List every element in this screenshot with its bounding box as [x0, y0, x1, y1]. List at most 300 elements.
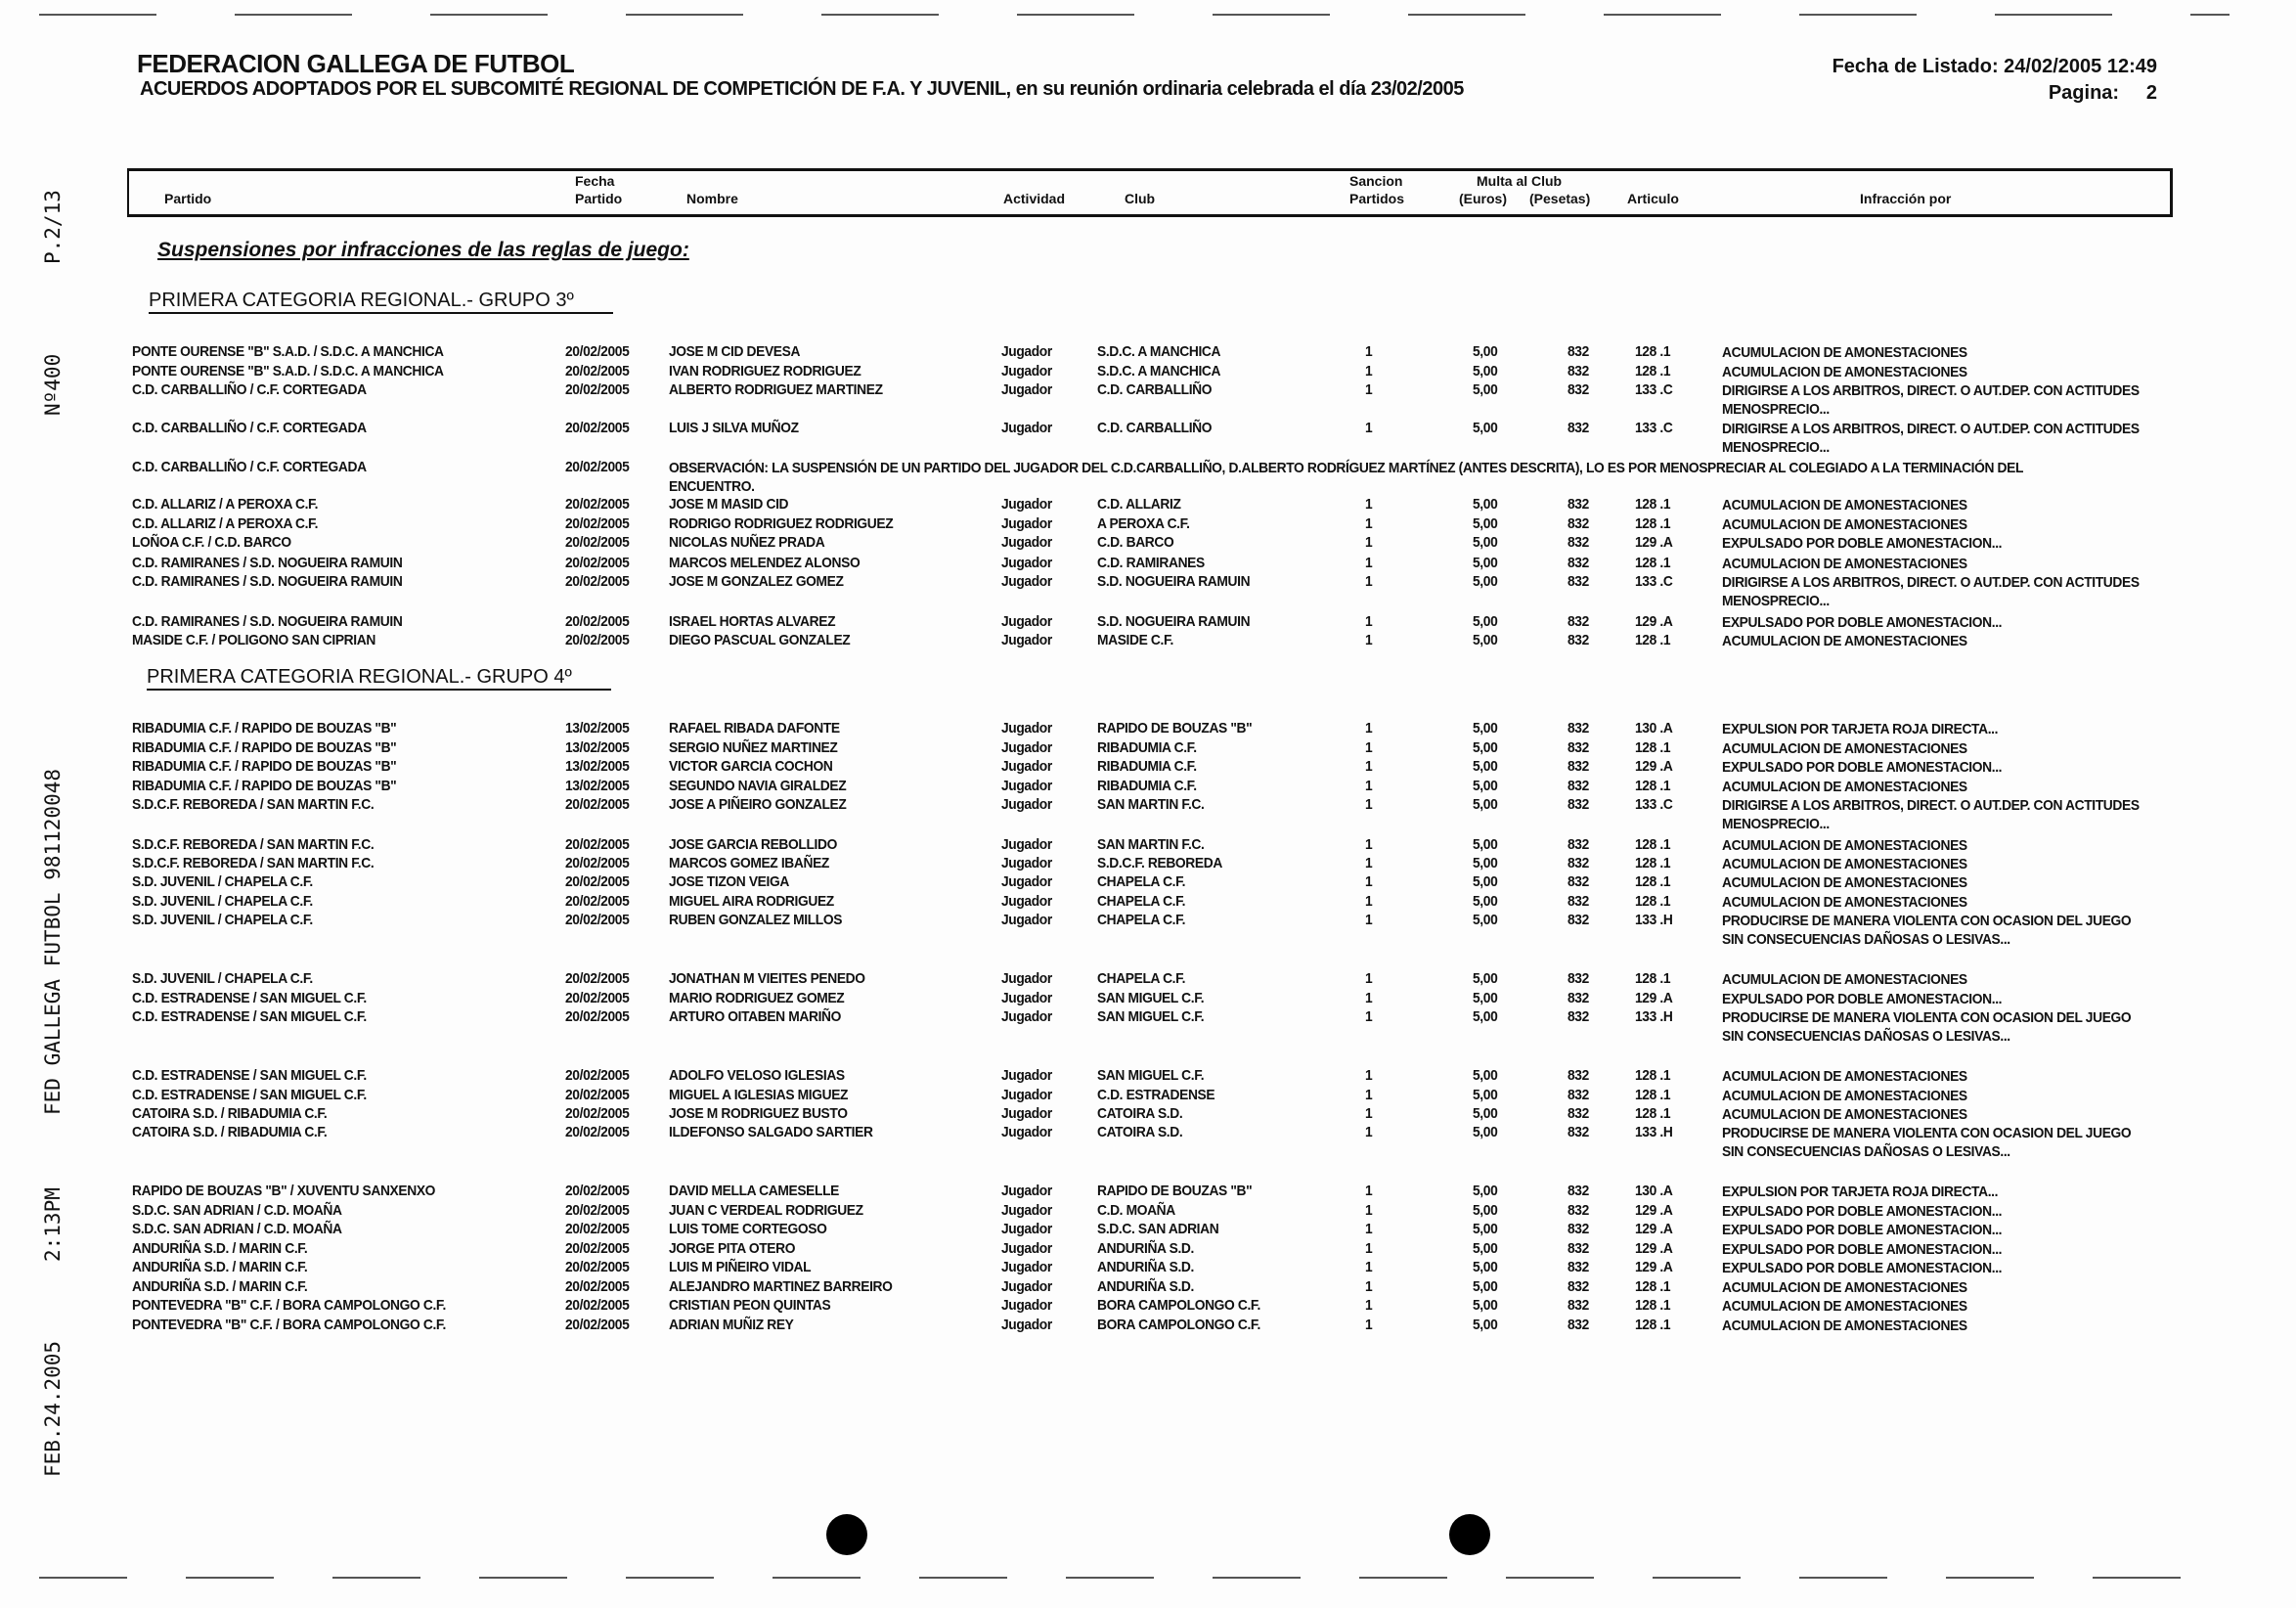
cell-infraccion: ACUMULACION DE AMONESTACIONES: [1722, 971, 1967, 988]
cell-multa-pesetas: 832: [1567, 573, 1589, 590]
cell-partido: ANDURIÑA S.D. / MARIN C.F.: [132, 1240, 308, 1257]
cell-infraccion: EXPULSADO POR DOBLE AMONESTACION...: [1722, 614, 2003, 631]
cell-multa-pesetas: 832: [1567, 1202, 1589, 1219]
cell-partido: CATOIRA S.D. / RIBADUMIA C.F.: [132, 1105, 328, 1122]
cell-infraccion: EXPULSADO POR DOBLE AMONESTACION...: [1722, 1260, 2003, 1276]
cell-articulo: 133 .C: [1635, 796, 1673, 813]
cell-club: SAN MARTIN F.C.: [1097, 796, 1205, 813]
cell-articulo: 128 .1: [1635, 343, 1671, 360]
cell-actividad: Jugador: [1001, 836, 1052, 853]
cell-multa-pesetas: 832: [1567, 363, 1589, 380]
cell-actividad: Jugador: [1001, 363, 1052, 380]
cell-articulo: 133 .H: [1635, 912, 1673, 928]
cell-nombre: MARCOS MELENDEZ ALONSO: [669, 555, 861, 571]
cell-club: C.D. BARCO: [1097, 534, 1174, 551]
cell-fecha: 20/02/2005: [565, 515, 630, 532]
cell-nombre: ADRIAN MUÑIZ REY: [669, 1317, 794, 1333]
cell-nombre: ILDEFONSO SALGADO SARTIER: [669, 1124, 873, 1140]
cell-partido: S.D.C. SAN ADRIAN / C.D. MOAÑA: [132, 1221, 342, 1237]
cell-nombre: DAVID MELLA CAMESELLE: [669, 1183, 839, 1199]
cell-sancion: 1: [1365, 855, 1373, 871]
cell-partido: RIBADUMIA C.F. / RAPIDO DE BOUZAS "B": [132, 758, 397, 775]
cell-club: C.D. CARBALLIÑO: [1097, 420, 1213, 436]
cell-articulo: 128 .1: [1635, 1067, 1671, 1084]
cell-sancion: 1: [1365, 1240, 1373, 1257]
cell-club: C.D. CARBALLIÑO: [1097, 381, 1213, 398]
cell-nombre: JOSE A PIÑEIRO GONZALEZ: [669, 796, 847, 813]
cell-fecha: 20/02/2005: [565, 613, 630, 630]
cell-club: MASIDE C.F.: [1097, 632, 1173, 648]
cell-fecha: 20/02/2005: [565, 1317, 630, 1333]
page-number: Pagina: 2: [2048, 82, 2157, 104]
cell-articulo: 128 .1: [1635, 1087, 1671, 1103]
cell-sancion: 1: [1365, 363, 1373, 380]
cell-club: RIBADUMIA C.F.: [1097, 739, 1197, 756]
cell-articulo: 128 .1: [1635, 632, 1671, 648]
cell-articulo: 129 .A: [1635, 613, 1673, 630]
punch-hole: [1449, 1514, 1490, 1555]
cell-multa-euros: 5,00: [1473, 1183, 1498, 1199]
cell-sancion: 1: [1365, 573, 1373, 590]
cell-fecha: 20/02/2005: [565, 420, 630, 436]
cell-sancion: 1: [1365, 836, 1373, 853]
group-heading-3: PRIMERA CATEGORIA REGIONAL.- GRUPO 3º: [149, 290, 613, 314]
cell-club: SAN MIGUEL C.F.: [1097, 990, 1205, 1006]
cell-sancion: 1: [1365, 912, 1373, 928]
cell-actividad: Jugador: [1001, 873, 1052, 890]
cell-partido: PONTE OURENSE "B" S.A.D. / S.D.C. A MANCHICA: [132, 363, 444, 380]
cell-articulo: 128 .1: [1635, 363, 1671, 380]
cell-fecha: 20/02/2005: [565, 1105, 630, 1122]
cell-actividad: Jugador: [1001, 343, 1052, 360]
cell-multa-euros: 5,00: [1473, 873, 1498, 890]
cell-articulo: 130 .A: [1635, 720, 1673, 737]
cell-nombre: VICTOR GARCIA COCHON: [669, 758, 833, 775]
cell-partido: PONTEVEDRA "B" C.F. / BORA CAMPOLONGO C.F.: [132, 1317, 446, 1333]
cell-multa-pesetas: 832: [1567, 1259, 1589, 1275]
cell-fecha: 20/02/2005: [565, 496, 630, 513]
cell-multa-pesetas: 832: [1567, 1240, 1589, 1257]
cell-infraccion: ACUMULACION DE AMONESTACIONES: [1722, 497, 1967, 514]
cell-club: CHAPELA C.F.: [1097, 873, 1186, 890]
cell-fecha: 20/02/2005: [565, 836, 630, 853]
cell-articulo: 128 .1: [1635, 1105, 1671, 1122]
cell-sancion: 1: [1365, 1317, 1373, 1333]
cell-multa-pesetas: 832: [1567, 420, 1589, 436]
cell-multa-pesetas: 832: [1567, 758, 1589, 775]
cell-actividad: Jugador: [1001, 1278, 1052, 1295]
cell-multa-euros: 5,00: [1473, 1221, 1498, 1237]
document-subtitle: ACUERDOS ADOPTADOS POR EL SUBCOMITÉ REGIONAL DE COMPETICIÓN DE F.A. Y JUVENIL, en su reunión ordinaria celebrada el día 23/02/2005: [140, 78, 1464, 100]
cell-partido: S.D.C.F. REBOREDA / SAN MARTIN F.C.: [132, 836, 375, 853]
cell-infraccion: EXPULSION POR TARJETA ROJA DIRECTA...: [1722, 721, 1999, 737]
cell-club: CHAPELA C.F.: [1097, 912, 1186, 928]
cell-infraccion: ACUMULACION DE AMONESTACIONES: [1722, 633, 1967, 649]
cell-actividad: Jugador: [1001, 1087, 1052, 1103]
cell-nombre: LUIS J SILVA MUÑOZ: [669, 420, 799, 436]
cell-multa-pesetas: 832: [1567, 836, 1589, 853]
cell-nombre: JOSE M GONZALEZ GOMEZ: [669, 573, 844, 590]
cell-sancion: 1: [1365, 613, 1373, 630]
cell-multa-euros: 5,00: [1473, 778, 1498, 794]
cell-articulo: 129 .A: [1635, 1202, 1673, 1219]
cell-multa-pesetas: 832: [1567, 855, 1589, 871]
cell-sancion: 1: [1365, 343, 1373, 360]
cell-sancion: 1: [1365, 1067, 1373, 1084]
cell-nombre: JOSE TIZON VEIGA: [669, 873, 789, 890]
listing-date: Fecha de Listado: 24/02/2005 12:49: [1832, 56, 2157, 77]
cell-multa-pesetas: 832: [1567, 1317, 1589, 1333]
cell-multa-euros: 5,00: [1473, 1278, 1498, 1295]
cell-multa-euros: 5,00: [1473, 613, 1498, 630]
cell-multa-pesetas: 832: [1567, 739, 1589, 756]
scan-border-top: [39, 14, 2230, 16]
cell-partido: MASIDE C.F. / POLIGONO SAN CIPRIAN: [132, 632, 375, 648]
cell-nombre: NICOLAS NUÑEZ PRADA: [669, 534, 825, 551]
cell-sancion: 1: [1365, 739, 1373, 756]
cell-sancion: 1: [1365, 796, 1373, 813]
cell-club: BORA CAMPOLONGO C.F.: [1097, 1297, 1260, 1314]
cell-multa-euros: 5,00: [1473, 720, 1498, 737]
cell-multa-pesetas: 832: [1567, 796, 1589, 813]
cell-sancion: 1: [1365, 1278, 1373, 1295]
cell-multa-euros: 5,00: [1473, 515, 1498, 532]
col-pesetas: (Pesetas): [1529, 191, 1591, 206]
cell-fecha: 20/02/2005: [565, 555, 630, 571]
cell-sancion: 1: [1365, 1202, 1373, 1219]
cell-articulo: 128 .1: [1635, 873, 1671, 890]
cell-multa-pesetas: 832: [1567, 613, 1589, 630]
cell-partido: C.D. CARBALLIÑO / C.F. CORTEGADA: [132, 381, 367, 398]
cell-club: RIBADUMIA C.F.: [1097, 778, 1197, 794]
cell-actividad: Jugador: [1001, 778, 1052, 794]
cell-nombre: SEGUNDO NAVIA GIRALDEZ: [669, 778, 847, 794]
cell-articulo: 128 .1: [1635, 496, 1671, 513]
cell-fecha: 20/02/2005: [565, 1202, 630, 1219]
cell-actividad: Jugador: [1001, 796, 1052, 813]
cell-fecha: 20/02/2005: [565, 1259, 630, 1275]
cell-nombre: DIEGO PASCUAL GONZALEZ: [669, 632, 851, 648]
cell-actividad: Jugador: [1001, 758, 1052, 775]
cell-fecha: 20/02/2005: [565, 343, 630, 360]
col-sancion-partidos: Partidos: [1349, 191, 1405, 206]
cell-articulo: 128 .1: [1635, 555, 1671, 571]
cell-nombre: RAFAEL RIBADA DAFONTE: [669, 720, 840, 737]
cell-nombre: MIGUEL AIRA RODRIGUEZ: [669, 893, 834, 910]
cell-multa-pesetas: 832: [1567, 893, 1589, 910]
col-partido: Partido: [164, 191, 212, 206]
cell-partido: C.D. RAMIRANES / S.D. NOGUEIRA RAMUIN: [132, 613, 403, 630]
cell-multa-pesetas: 832: [1567, 632, 1589, 648]
cell-nombre: JOSE M CID DEVESA: [669, 343, 801, 360]
cell-multa-euros: 5,00: [1473, 420, 1498, 436]
cell-multa-euros: 5,00: [1473, 381, 1498, 398]
cell-fecha: 20/02/2005: [565, 1183, 630, 1199]
cell-multa-pesetas: 832: [1567, 1087, 1589, 1103]
scan-border-bottom: [39, 1577, 2230, 1579]
cell-nombre: ALEJANDRO MARTINEZ BARREIRO: [669, 1278, 893, 1295]
cell-infraccion: PRODUCIRSE DE MANERA VIOLENTA CON OCASION DEL JUEGO SIN CONSECUENCIAS DAÑOSAS O LESIVAS...: [1722, 1009, 2132, 1045]
cell-multa-euros: 5,00: [1473, 1202, 1498, 1219]
cell-multa-euros: 5,00: [1473, 573, 1498, 590]
cell-club: RAPIDO DE BOUZAS "B": [1097, 720, 1253, 737]
cell-fecha: 20/02/2005: [565, 1278, 630, 1295]
cell-fecha: 13/02/2005: [565, 739, 630, 756]
cell-fecha: 13/02/2005: [565, 778, 630, 794]
group-heading-4: PRIMERA CATEGORIA REGIONAL.- GRUPO 4º: [147, 666, 611, 691]
fax-number: Nº400: [41, 353, 65, 416]
cell-fecha: 20/02/2005: [565, 1297, 630, 1314]
cell-actividad: Jugador: [1001, 1067, 1052, 1084]
cell-infraccion: ACUMULACION DE AMONESTACIONES: [1722, 364, 1967, 380]
cell-infraccion: DIRIGIRSE A LOS ARBITROS, DIRECT. O AUT.DEP. CON ACTITUDES MENOSPRECIO...: [1722, 797, 2140, 832]
cell-fecha: 20/02/2005: [565, 1087, 630, 1103]
cell-sancion: 1: [1365, 534, 1373, 551]
cell-sancion: 1: [1365, 778, 1373, 794]
cell-multa-euros: 5,00: [1473, 1240, 1498, 1257]
cell-fecha: 20/02/2005: [565, 873, 630, 890]
cell-partido: RAPIDO DE BOUZAS "B" / XUVENTU SANXENXO: [132, 1183, 436, 1199]
cell-multa-euros: 5,00: [1473, 632, 1498, 648]
col-sancion: Sancion: [1349, 173, 1403, 189]
col-euros: (Euros): [1459, 191, 1507, 206]
cell-infraccion: ACUMULACION DE AMONESTACIONES: [1722, 779, 1967, 795]
cell-partido: C.D. CARBALLIÑO / C.F. CORTEGADA: [132, 420, 367, 436]
cell-actividad: Jugador: [1001, 420, 1052, 436]
cell-sancion: 1: [1365, 1221, 1373, 1237]
cell-actividad: Jugador: [1001, 739, 1052, 756]
cell-partido: RIBADUMIA C.F. / RAPIDO DE BOUZAS "B": [132, 720, 397, 737]
cell-fecha: 20/02/2005: [565, 1240, 630, 1257]
cell-actividad: Jugador: [1001, 1297, 1052, 1314]
cell-articulo: 128 .1: [1635, 778, 1671, 794]
cell-multa-euros: 5,00: [1473, 363, 1498, 380]
cell-infraccion: ACUMULACION DE AMONESTACIONES: [1722, 1088, 1967, 1104]
cell-partido: RIBADUMIA C.F. / RAPIDO DE BOUZAS "B": [132, 739, 397, 756]
cell-fecha: 20/02/2005: [565, 893, 630, 910]
cell-fecha: 20/02/2005: [565, 1008, 630, 1025]
col-articulo: Articulo: [1627, 191, 1679, 206]
cell-club: S.D.C. SAN ADRIAN: [1097, 1221, 1219, 1237]
cell-partido: S.D.C.F. REBOREDA / SAN MARTIN F.C.: [132, 796, 375, 813]
cell-actividad: Jugador: [1001, 990, 1052, 1006]
cell-actividad: Jugador: [1001, 381, 1052, 398]
cell-multa-euros: 5,00: [1473, 343, 1498, 360]
cell-multa-pesetas: 832: [1567, 555, 1589, 571]
cell-nombre: JOSE M MASID CID: [669, 496, 789, 513]
cell-articulo: 128 .1: [1635, 970, 1671, 987]
federation-title: FEDERACION GALLEGA DE FUTBOL: [137, 49, 575, 78]
cell-multa-pesetas: 832: [1567, 1067, 1589, 1084]
cell-infraccion: ACUMULACION DE AMONESTACIONES: [1722, 740, 1967, 757]
cell-nombre: RODRIGO RODRIGUEZ RODRIGUEZ: [669, 515, 894, 532]
fax-date: FEB.24.2005: [41, 1340, 65, 1477]
cell-articulo: 129 .A: [1635, 1221, 1673, 1237]
cell-multa-pesetas: 832: [1567, 873, 1589, 890]
cell-partido: PONTE OURENSE "B" S.A.D. / S.D.C. A MANCHICA: [132, 343, 444, 360]
cell-sancion: 1: [1365, 496, 1373, 513]
cell-partido: S.D. JUVENIL / CHAPELA C.F.: [132, 912, 313, 928]
cell-club: BORA CAMPOLONGO C.F.: [1097, 1317, 1260, 1333]
cell-nombre: LUIS TOME CORTEGOSO: [669, 1221, 827, 1237]
cell-infraccion: ACUMULACION DE AMONESTACIONES: [1722, 556, 1967, 572]
cell-sancion: 1: [1365, 632, 1373, 648]
cell-nombre: IVAN RODRIGUEZ RODRIGUEZ: [669, 363, 861, 380]
cell-multa-pesetas: 832: [1567, 1278, 1589, 1295]
cell-multa-euros: 5,00: [1473, 990, 1498, 1006]
cell-multa-euros: 5,00: [1473, 1317, 1498, 1333]
cell-actividad: Jugador: [1001, 912, 1052, 928]
cell-infraccion: EXPULSADO POR DOBLE AMONESTACION...: [1722, 991, 2003, 1007]
cell-sancion: 1: [1365, 1183, 1373, 1199]
col-multa: Multa al Club: [1477, 173, 1563, 189]
cell-articulo: 133 .C: [1635, 420, 1673, 436]
cell-fecha: 20/02/2005: [565, 855, 630, 871]
cell-multa-euros: 5,00: [1473, 893, 1498, 910]
cell-club: ANDURIÑA S.D.: [1097, 1259, 1194, 1275]
cell-actividad: Jugador: [1001, 893, 1052, 910]
cell-articulo: 128 .1: [1635, 1297, 1671, 1314]
cell-club: S.D.C. A MANCHICA: [1097, 363, 1221, 380]
cell-actividad: Jugador: [1001, 970, 1052, 987]
punch-hole: [826, 1514, 867, 1555]
cell-nombre: JOSE M RODRIGUEZ BUSTO: [669, 1105, 848, 1122]
cell-actividad: Jugador: [1001, 1240, 1052, 1257]
cell-club: SAN MIGUEL C.F.: [1097, 1008, 1205, 1025]
cell-articulo: 129 .A: [1635, 758, 1673, 775]
cell-sancion: 1: [1365, 1124, 1373, 1140]
cell-articulo: 129 .A: [1635, 534, 1673, 551]
cell-sancion: 1: [1365, 555, 1373, 571]
cell-multa-pesetas: 832: [1567, 778, 1589, 794]
cell-actividad: Jugador: [1001, 613, 1052, 630]
cell-fecha: 20/02/2005: [565, 1124, 630, 1140]
col-nombre: Nombre: [686, 191, 738, 206]
cell-articulo: 128 .1: [1635, 739, 1671, 756]
cell-club: C.D. MOAÑA: [1097, 1202, 1175, 1219]
cell-multa-euros: 5,00: [1473, 496, 1498, 513]
cell-sancion: 1: [1365, 420, 1373, 436]
cell-nombre: ALBERTO RODRIGUEZ MARTINEZ: [669, 381, 883, 398]
cell-nombre: ISRAEL HORTAS ALVAREZ: [669, 613, 836, 630]
cell-infraccion: ACUMULACION DE AMONESTACIONES: [1722, 1318, 1967, 1334]
cell-sancion: 1: [1365, 1105, 1373, 1122]
cell-multa-euros: 5,00: [1473, 855, 1498, 871]
cell-sancion: 1: [1365, 515, 1373, 532]
cell-actividad: Jugador: [1001, 1008, 1052, 1025]
cell-articulo: 129 .A: [1635, 1240, 1673, 1257]
col-fecha: Fecha: [575, 173, 615, 189]
cell-multa-euros: 5,00: [1473, 534, 1498, 551]
cell-nombre: RUBEN GONZALEZ MILLOS: [669, 912, 843, 928]
cell-infraccion: ACUMULACION DE AMONESTACIONES: [1722, 856, 1967, 872]
cell-nombre: CRISTIAN PEON QUINTAS: [669, 1297, 831, 1314]
cell-partido: C.D. RAMIRANES / S.D. NOGUEIRA RAMUIN: [132, 555, 403, 571]
cell-multa-pesetas: 832: [1567, 720, 1589, 737]
cell-multa-pesetas: 832: [1567, 515, 1589, 532]
cell-multa-pesetas: 832: [1567, 496, 1589, 513]
cell-sancion: 1: [1365, 758, 1373, 775]
cell-multa-euros: 5,00: [1473, 1259, 1498, 1275]
cell-club: S.D. NOGUEIRA RAMUIN: [1097, 573, 1251, 590]
cell-club: ANDURIÑA S.D.: [1097, 1240, 1194, 1257]
cell-multa-euros: 5,00: [1473, 912, 1498, 928]
cell-actividad: Jugador: [1001, 1183, 1052, 1199]
cell-nombre: JOSE GARCIA REBOLLIDO: [669, 836, 837, 853]
observation-partido: C.D. CARBALLIÑO / C.F. CORTEGADA: [132, 459, 367, 475]
cell-fecha: 20/02/2005: [565, 970, 630, 987]
cell-infraccion: ACUMULACION DE AMONESTACIONES: [1722, 1106, 1967, 1123]
cell-articulo: 133 .H: [1635, 1008, 1673, 1025]
cell-multa-euros: 5,00: [1473, 836, 1498, 853]
cell-fecha: 13/02/2005: [565, 758, 630, 775]
cell-actividad: Jugador: [1001, 496, 1052, 513]
cell-infraccion: EXPULSADO POR DOBLE AMONESTACION...: [1722, 1222, 2003, 1238]
cell-multa-pesetas: 832: [1567, 1221, 1589, 1237]
cell-actividad: Jugador: [1001, 515, 1052, 532]
cell-nombre: ADOLFO VELOSO IGLESIAS: [669, 1067, 845, 1084]
cell-articulo: 128 .1: [1635, 515, 1671, 532]
cell-actividad: Jugador: [1001, 632, 1052, 648]
cell-multa-euros: 5,00: [1473, 796, 1498, 813]
cell-nombre: LUIS M PIÑEIRO VIDAL: [669, 1259, 812, 1275]
cell-multa-euros: 5,00: [1473, 1124, 1498, 1140]
cell-articulo: 133 .H: [1635, 1124, 1673, 1140]
cell-nombre: JONATHAN M VIEITES PENEDO: [669, 970, 865, 987]
cell-multa-pesetas: 832: [1567, 970, 1589, 987]
cell-actividad: Jugador: [1001, 1105, 1052, 1122]
cell-club: CATOIRA S.D.: [1097, 1124, 1183, 1140]
cell-multa-euros: 5,00: [1473, 970, 1498, 987]
cell-fecha: 20/02/2005: [565, 363, 630, 380]
cell-articulo: 128 .1: [1635, 1317, 1671, 1333]
cell-actividad: Jugador: [1001, 1221, 1052, 1237]
cell-articulo: 129 .A: [1635, 990, 1673, 1006]
cell-multa-euros: 5,00: [1473, 1105, 1498, 1122]
cell-club: CHAPELA C.F.: [1097, 970, 1186, 987]
cell-multa-pesetas: 832: [1567, 1297, 1589, 1314]
cell-multa-pesetas: 832: [1567, 534, 1589, 551]
fax-page: P.2/13: [41, 190, 65, 264]
cell-fecha: 20/02/2005: [565, 796, 630, 813]
cell-club: S.D. NOGUEIRA RAMUIN: [1097, 613, 1251, 630]
cell-articulo: 128 .1: [1635, 893, 1671, 910]
cell-sancion: 1: [1365, 1087, 1373, 1103]
cell-partido: S.D. JUVENIL / CHAPELA C.F.: [132, 970, 313, 987]
cell-multa-pesetas: 832: [1567, 343, 1589, 360]
fax-time: 2:13PM: [41, 1187, 65, 1262]
cell-infraccion: EXPULSADO POR DOBLE AMONESTACION...: [1722, 535, 2003, 552]
cell-nombre: ARTURO OITABEN MARIÑO: [669, 1008, 842, 1025]
cell-multa-euros: 5,00: [1473, 555, 1498, 571]
cell-fecha: 20/02/2005: [565, 632, 630, 648]
cell-infraccion: EXPULSADO POR DOBLE AMONESTACION...: [1722, 759, 2003, 776]
cell-actividad: Jugador: [1001, 1317, 1052, 1333]
col-fecha-partido: Partido: [575, 191, 623, 206]
cell-fecha: 20/02/2005: [565, 1067, 630, 1084]
cell-partido: CATOIRA S.D. / RIBADUMIA C.F.: [132, 1124, 328, 1140]
cell-actividad: Jugador: [1001, 573, 1052, 590]
cell-infraccion: EXPULSION POR TARJETA ROJA DIRECTA...: [1722, 1184, 1999, 1200]
observation-text: OBSERVACIÓN: LA SUSPENSIÓN DE UN PARTIDO DEL JUGADOR DEL C.D.CARBALLIÑO, D.ALBERTO RODRÍGUEZ MARTÍNEZ (ANTES DESCRITA), LO ES POR MENOSPRECIAR AL COLEGIADO A LA TERMINACIÓN DEL ENCUENTRO.: [669, 460, 2023, 495]
fax-sender: FED GALLEGA FUTBOL 981120048: [41, 768, 65, 1115]
cell-infraccion: ACUMULACION DE AMONESTACIONES: [1722, 874, 1967, 891]
cell-actividad: Jugador: [1001, 855, 1052, 871]
cell-partido: PONTEVEDRA "B" C.F. / BORA CAMPOLONGO C.F.: [132, 1297, 446, 1314]
cell-partido: S.D. JUVENIL / CHAPELA C.F.: [132, 893, 313, 910]
cell-actividad: Jugador: [1001, 555, 1052, 571]
cell-partido: S.D. JUVENIL / CHAPELA C.F.: [132, 873, 313, 890]
